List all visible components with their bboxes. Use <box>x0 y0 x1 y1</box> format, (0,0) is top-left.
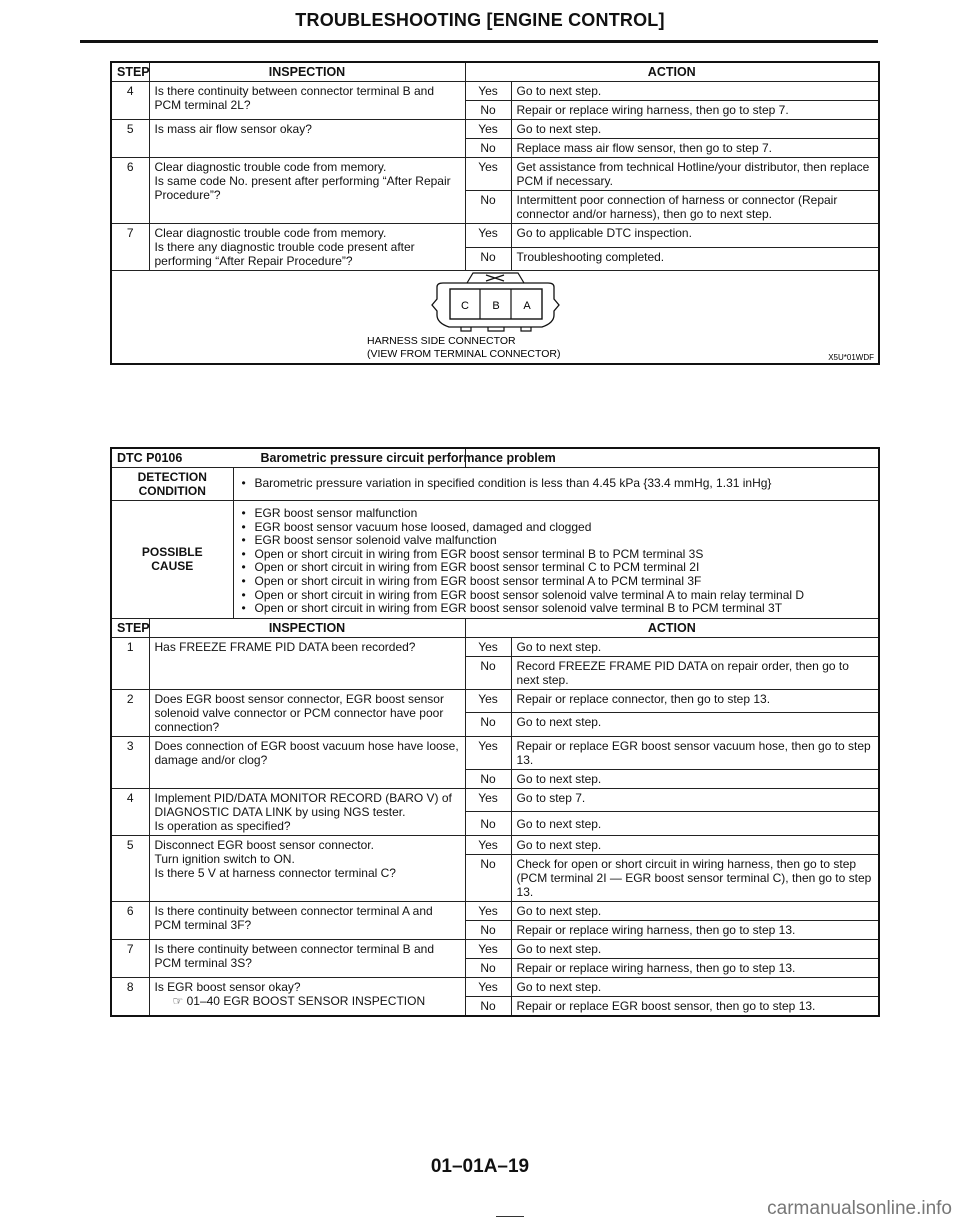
detection-condition: • Barometric pressure variation in specified condition is less than 4.45 kPa {33.4 mmHg, 1.31 inHg} <box>239 477 874 491</box>
step-number: 2 <box>111 689 149 736</box>
action-header: ACTION <box>465 618 879 637</box>
yes-action: Go to next step. <box>511 120 879 139</box>
yes-label: Yes <box>465 120 511 139</box>
inspection-table-2 <box>110 447 880 1017</box>
no-label: No <box>465 920 511 939</box>
table-row <box>111 939 879 958</box>
connector-caption: (VIEW FROM TERMINAL CONNECTOR) <box>367 348 561 360</box>
cause-item: • Open or short circuit in wiring from EGR boost sensor solenoid valve terminal B to PCM terminal 3T <box>239 602 874 616</box>
cause-item: • Open or short circuit in wiring from EGR boost sensor terminal C to PCM terminal 2I <box>239 561 874 575</box>
table-header-row <box>111 618 879 637</box>
table-row <box>111 158 879 191</box>
no-label: No <box>465 139 511 158</box>
no-action: Troubleshooting completed. <box>511 247 879 271</box>
cause-item: • Open or short circuit in wiring from EGR boost sensor terminal B to PCM terminal 3S <box>239 548 874 562</box>
no-action: Replace mass air flow sensor, then go to step 7. <box>511 139 879 158</box>
inspection-header: INSPECTION <box>149 62 465 82</box>
no-label: No <box>465 854 511 901</box>
step-number: 7 <box>111 224 149 271</box>
possible-cause-label: POSSIBLE CAUSE <box>111 501 233 619</box>
connector-diagram-cell <box>111 271 879 365</box>
yes-label: Yes <box>465 82 511 101</box>
possible-cause-row <box>111 501 879 619</box>
no-action: Intermittent poor connection of harness or connector (Repair connector and/or harness), then go to next step. <box>511 191 879 224</box>
inspection-text-cell <box>149 977 465 1016</box>
yes-label: Yes <box>465 736 511 769</box>
connector-diagram-row <box>111 271 879 365</box>
pointing-hand-icon: ☞ <box>172 993 184 1008</box>
dtc-description: Barometric pressure circuit performance problem <box>255 448 669 468</box>
step-number: 6 <box>111 158 149 224</box>
step-number: 4 <box>111 788 149 835</box>
yes-action: Go to next step. <box>511 637 879 656</box>
table-row <box>111 120 879 139</box>
step-number: 7 <box>111 939 149 977</box>
step-number: 4 <box>111 82 149 120</box>
no-label: No <box>465 769 511 788</box>
dtc-header-row <box>111 448 879 468</box>
no-action: Go to next step. <box>511 812 879 836</box>
step-number: 1 <box>111 637 149 689</box>
inspection-text: Is there continuity between connector terminal A and PCM terminal 3F? <box>149 901 465 939</box>
inspection-text: Is mass air flow sensor okay? <box>149 120 465 158</box>
cause-item: • EGR boost sensor solenoid valve malfunction <box>239 534 874 548</box>
possible-cause-cell <box>233 501 879 619</box>
table-row <box>111 835 879 854</box>
table-row <box>111 977 879 996</box>
yes-label: Yes <box>465 637 511 656</box>
page-number: 01–01A–19 <box>430 1156 530 1177</box>
yes-label: Yes <box>465 939 511 958</box>
action-header: ACTION <box>465 62 879 82</box>
yes-action: Go to next step. <box>511 901 879 920</box>
cause-item: • Open or short circuit in wiring from EGR boost sensor terminal A to PCM terminal 3F <box>239 575 874 589</box>
cause-item: • EGR boost sensor malfunction <box>239 507 874 521</box>
connector-caption: HARNESS SIDE CONNECTOR <box>367 335 516 347</box>
detection-condition-cell <box>233 468 879 501</box>
connector-diagram <box>112 271 878 365</box>
no-label: No <box>465 958 511 977</box>
inspection-text: Is there continuity between connector terminal B and PCM terminal 2L? <box>149 82 465 120</box>
detection-row <box>111 468 879 501</box>
no-label: No <box>465 996 511 1016</box>
yes-label: Yes <box>465 158 511 191</box>
no-action: Repair or replace wiring harness, then go to step 13. <box>511 958 879 977</box>
yes-label: Yes <box>465 788 511 812</box>
no-action: Check for open or short circuit in wiring harness, then go to step (PCM terminal 2I — EGR boost sensor terminal C), then go to step 13. <box>511 854 879 901</box>
table-header-row <box>111 62 879 82</box>
cause-item: • Open or short circuit in wiring from EGR boost sensor solenoid valve terminal A to main relay terminal D <box>239 589 874 603</box>
yes-action: Get assistance from technical Hotline/your distributor, then replace PCM if necessary. <box>511 158 879 191</box>
no-label: No <box>465 812 511 836</box>
figure-id: X5U*01WDF <box>828 353 874 362</box>
step-number: 6 <box>111 901 149 939</box>
inspection-text: Is EGR boost sensor okay? <box>154 979 301 994</box>
cause-item: • EGR boost sensor vacuum hose loosed, damaged and clogged <box>239 521 874 535</box>
table-row <box>111 901 879 920</box>
inspection-text: Is there continuity between connector terminal B and PCM terminal 3S? <box>149 939 465 977</box>
no-label: No <box>465 247 511 271</box>
no-label: No <box>465 713 511 737</box>
reference-text[interactable]: 01–40 EGR BOOST SENSOR INSPECTION <box>186 993 426 1008</box>
yes-label: Yes <box>465 835 511 854</box>
no-label: No <box>465 191 511 224</box>
yes-action: Repair or replace EGR boost sensor vacuum hose, then go to step 13. <box>511 736 879 769</box>
table-row <box>111 224 879 248</box>
yes-label: Yes <box>465 977 511 996</box>
lock-tab-mark <box>486 275 504 281</box>
inspection-text: Clear diagnostic trouble code from memory. Is there any diagnostic trouble code present after performing “After Repair Procedure”? <box>149 224 465 271</box>
page-title: TROUBLESHOOTING [ENGINE CONTROL] <box>295 10 665 30</box>
footer-rule <box>496 1216 524 1217</box>
yes-action: Go to step 7. <box>511 788 879 812</box>
yes-action: Go to next step. <box>511 939 879 958</box>
reference-line <box>155 994 460 1008</box>
inspection-text: Does EGR boost sensor connector, EGR boost sensor solenoid valve connector or PCM connector have poor connection? <box>149 689 465 736</box>
no-action: Record FREEZE FRAME PID DATA on repair order, then go to next step. <box>511 656 879 689</box>
yes-action: Go to next step. <box>511 82 879 101</box>
step-number: 5 <box>111 120 149 158</box>
no-label: No <box>465 656 511 689</box>
yes-label: Yes <box>465 224 511 248</box>
watermark: carmanualsonline.info <box>767 1198 952 1219</box>
step-header: STEP <box>111 618 149 637</box>
table-row <box>111 689 879 713</box>
no-action: Repair or replace wiring harness, then go to step 7. <box>511 101 879 120</box>
pin-label: A <box>523 300 531 312</box>
inspection-header: INSPECTION <box>149 618 465 637</box>
step-number: 8 <box>111 977 149 1016</box>
step-number: 3 <box>111 736 149 788</box>
inspection-text: Has FREEZE FRAME PID DATA been recorded? <box>149 637 465 689</box>
table-row <box>111 82 879 101</box>
step-number: 5 <box>111 835 149 901</box>
inspection-text: Implement PID/DATA MONITOR RECORD (BARO V) of DIAGNOSTIC DATA LINK by using NGS tester. Is operation as specified? <box>149 788 465 835</box>
step-header: STEP <box>111 62 149 82</box>
no-action: Go to next step. <box>511 713 879 737</box>
no-action: Repair or replace wiring harness, then go to step 13. <box>511 920 879 939</box>
pin-label: C <box>461 300 469 312</box>
no-label: No <box>465 101 511 120</box>
inspection-table-1 <box>110 61 880 365</box>
inspection-text: Clear diagnostic trouble code from memory. Is same code No. present after performing “After Repair Procedure”? <box>149 158 465 224</box>
pin-label: B <box>492 300 500 312</box>
table-row <box>111 736 879 769</box>
yes-action: Go to next step. <box>511 977 879 996</box>
no-action: Repair or replace EGR boost sensor, then go to step 13. <box>511 996 879 1016</box>
inspection-text: Does connection of EGR boost vacuum hose have loose, damage and/or clog? <box>149 736 465 788</box>
dtc-code: DTC P0106 <box>111 448 465 468</box>
table-row <box>111 637 879 656</box>
inspection-text: Disconnect EGR boost sensor connector. Turn ignition switch to ON. Is there 5 V at harness connector terminal C? <box>149 835 465 901</box>
table-row <box>111 788 879 812</box>
yes-action: Repair or replace connector, then go to step 13. <box>511 689 879 713</box>
title-rule <box>80 40 878 43</box>
yes-label: Yes <box>465 689 511 713</box>
yes-action: Go to applicable DTC inspection. <box>511 224 879 248</box>
yes-label: Yes <box>465 901 511 920</box>
no-action: Go to next step. <box>511 769 879 788</box>
detection-label: DETECTION CONDITION <box>111 468 233 501</box>
yes-action: Go to next step. <box>511 835 879 854</box>
